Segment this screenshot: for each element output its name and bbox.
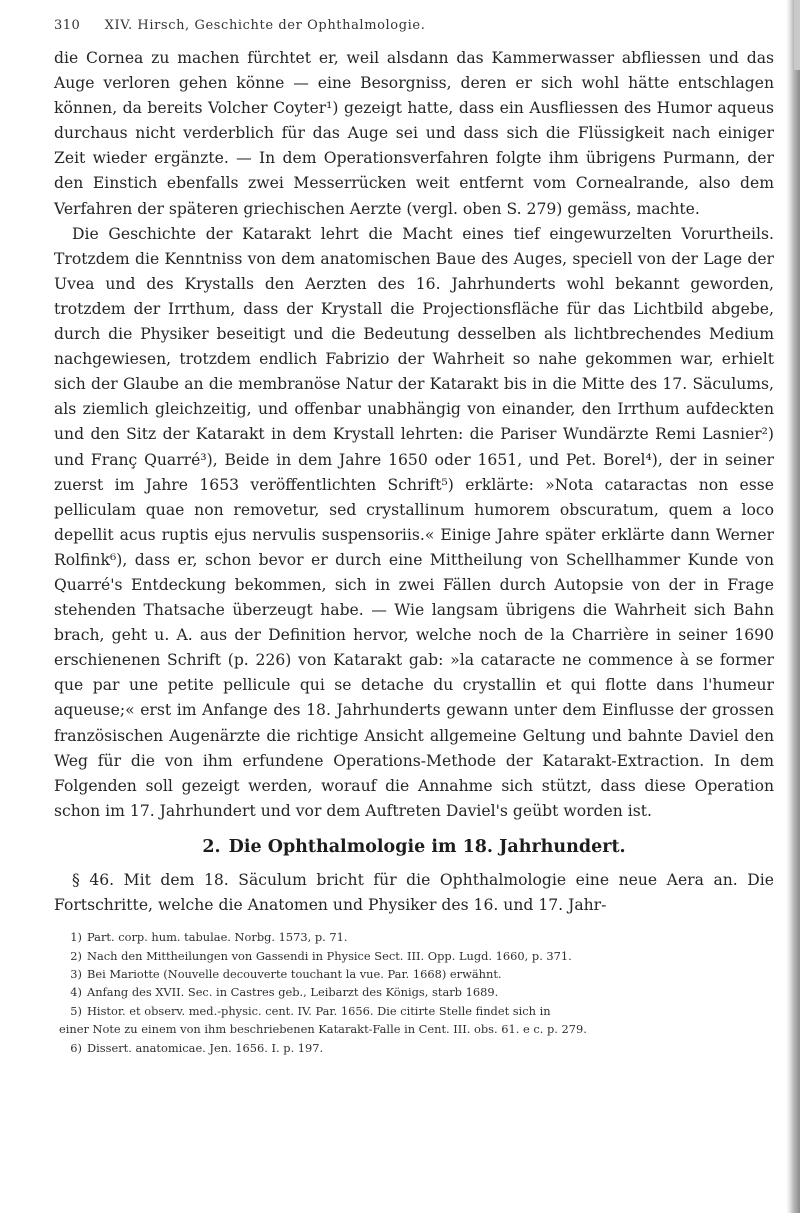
running-head [54,14,774,38]
scan-page-edge [786,0,800,1213]
footnote-mark: 6) [70,1040,82,1055]
footnote-mark: 3) [70,966,82,981]
main-text [54,46,774,824]
footnote-text: Anfang des XVII. Sec. in Castres geb., Leibarzt des Königs, starb 1689. [87,985,499,1000]
scan-page-edge-corner [794,0,800,70]
footnote-text: Nach den Mittheilungen von Gassendi in Physice Sect. III. Opp. Lugd. 1660, p. 371. [87,948,572,963]
footnote [54,928,774,946]
footnote-text: Part. corp. hum. tabulae. Norbg. 1573, p. 71. [87,930,348,945]
footnote [54,947,774,965]
footnote-text: Histor. et observ. med.-physic. cent. IV. Par. 1656. Die citirte Stelle findet sich in [87,1003,551,1018]
section-text [54,868,774,918]
footnote-mark: 1) [70,930,82,945]
footnote-mark: 2) [70,948,82,963]
paragraph: § 46. Mit dem 18. Säculum bricht für die Ophthalmologie eine neue Aera an. Die Fortschritte, welche die Anatomen und Physiker des 16. und 17. Jahr- [54,870,774,914]
footnote [54,965,774,983]
paragraph: die Cornea zu machen fürchtet er, weil alsdann das Kammerwasser abfliessen und das Auge verloren gehen könne — eine Besorgniss, deren er sich wohl hätte entschlagen können, da bereits Volcher Coyter¹) gezeigt hatte, dass ein Ausfliessen des Humor aqueus durchaus nicht verderblich für das Auge sei und dass sich die Flüssigkeit nach einiger Zeit wieder ergänzte. — In dem Operationsverfahren folgte ihm übrigens Purmann, der den Einstich ebenfalls zwei Messerrücken weit entfernt vom Cornealrande, also dem Verfahren der späteren griechischen Aerzte (vergl. oben S. 279) gemäss, machte. [54,49,774,218]
footnotes [54,928,774,1057]
section-number: 2. [202,836,221,857]
section-title: Die Ophthalmologie im 18. Jahrhundert. [228,836,626,857]
page-number: 310 [54,18,81,33]
footnote-continuation [54,1020,774,1038]
section-heading [54,834,774,860]
footnote-text: einer Note zu einem von ihm beschriebenen Katarakt-Falle in Cent. III. obs. 61. e c. p. 279. [59,1022,587,1037]
chapter-title: XIV. Hirsch, Geschichte der Ophthalmologie. [104,18,426,33]
footnote [54,983,774,1001]
book-page [54,14,774,1057]
footnote [54,1039,774,1057]
footnote-mark: 4) [70,985,82,1000]
footnote-text: Dissert. anatomicae. Jen. 1656. I. p. 197. [87,1040,324,1055]
paragraph: Die Geschichte der Katarakt lehrt die Macht eines tief eingewurzelten Vorurtheils. Trotzdem die Kenntniss von dem anatomischen Baue des Auges, speciell von der Lage der Uvea und des Krystalls den Aerzten des 16. Jahrhunderts wohl bekannt geworden, trotzdem der Irrthum, dass der Krystall die Projectionsfläche für das Lichtbild abgebe, durch die Physiker beseitigt und die Bedeutung desselben als lichtbrechendes Medium nachgewiesen, trotzdem endlich Fabrizio der Wahrheit so nahe gekommen war, erhielt sich der Glaube an die membranöse Natur der Katarakt bis in die Mitte des 17. Säculums, als ziemlich gleichzeitig, und offenbar unabhängig von einander, den Irrthum aufdeckten und den Sitz der Katarakt in dem Krystall lehrten: die Pariser Wundärzte Remi Lasnier²) und Franç Quarré³), Beide in dem Jahre 1650 oder 1651, und Pet. Borel⁴), der in seiner zuerst im Jahre 1653 veröffentlichten Schrift⁵) erklärte: »Nota cataractas non esse pelliculam quae non removetur, sed crystallinum humorem obscuratum, quem a loco depellit acus ruptis ejus nervulis suspensoriis.« Einige Jahre später erklärte dann Werner Rolfink⁶), dass er, schon bevor er durch eine Mittheilung von Schellhammer Kunde von Quarré's Entdeckung bekommen, sich in zwei Fällen durch Autopsie von der in Frage stehenden Thatsache überzeugt habe. — Wie langsam übrigens die Wahrheit sich Bahn brach, geht u. A. aus der Definition hervor, welche noch de la Charrière in seiner 1690 erschienenen Schrift (p. 226) von Katarakt gab: »la cataracte ne commence à se former que par une petite pellicule qui se detache du crystallin et qui flotte dans l'humeur aqueuse;« erst im Anfange des 18. Jahrhunderts gewann unter dem Einflusse der grossen französischen Augenärzte die richtige Ansicht allgemeine Geltung und bahnte Daviel den Weg für die von ihm erfundene Operations-Methode der Katarakt-Extraction. In dem Folgenden soll gezeigt werden, worauf die Annahme sich stützt, dass diese Operation schon im 17. Jahrhundert und vor dem Auftreten Daviel's geübt worden ist. [54,224,774,820]
footnote-text: Bei Mariotte (Nouvelle decouverte touchant la vue. Par. 1668) erwähnt. [87,966,502,981]
footnote-mark: 5) [70,1003,82,1018]
footnote [54,1002,774,1020]
